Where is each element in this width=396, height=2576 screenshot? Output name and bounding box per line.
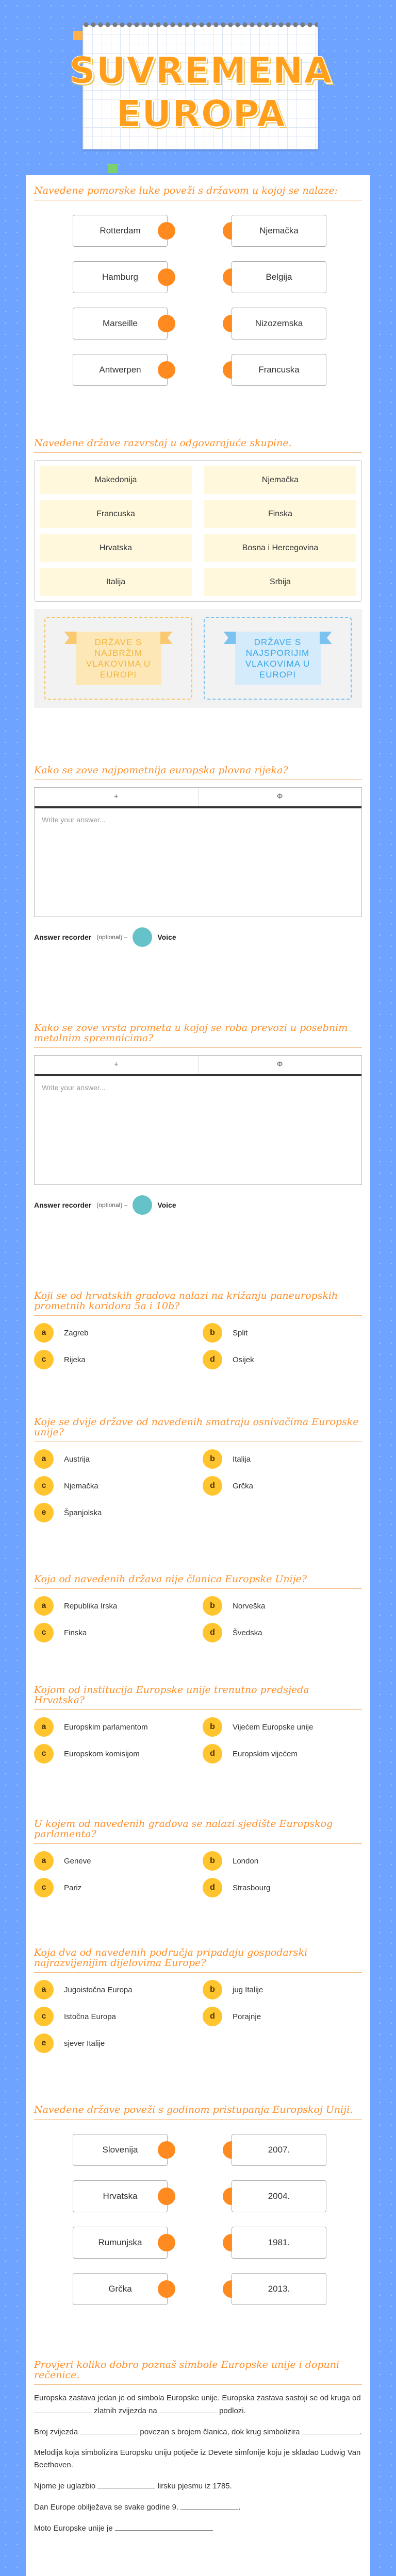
option-letter: d xyxy=(203,1476,222,1496)
orange-tape-icon xyxy=(73,31,82,40)
option-letter: e xyxy=(34,1503,54,1522)
question-title: Navedene pomorske luke poveži s državom u kojoj se nalaze: xyxy=(34,185,362,200)
draggable-chip[interactable]: Hrvatska xyxy=(40,534,192,562)
voice-label[interactable]: Voice xyxy=(157,933,176,941)
match-right-item[interactable]: Nizozemska xyxy=(232,308,326,340)
mc-question-developed-regions xyxy=(34,1947,362,2053)
draggable-chip[interactable]: Finska xyxy=(204,500,356,528)
question-title: U kojem od navedenih gradova se nalazi sjedište Europskog parlamenta? xyxy=(34,1819,362,1844)
answer-option[interactable] xyxy=(203,2007,362,2026)
match-right-item[interactable]: 1981. xyxy=(232,2227,326,2259)
option-letter: a xyxy=(34,1323,54,1343)
option-text: Zagreb xyxy=(64,1328,89,1337)
option-text: Italija xyxy=(233,1454,251,1464)
option-text: Europskim parlamentom xyxy=(64,1722,148,1732)
match-right-item[interactable]: 2013. xyxy=(232,2273,326,2305)
connector-dot[interactable] xyxy=(158,361,175,379)
blank-input[interactable] xyxy=(80,2426,138,2434)
match-right-item[interactable]: Njemačka xyxy=(232,215,326,247)
option-text: Split xyxy=(233,1328,248,1337)
answer-option[interactable] xyxy=(203,1623,362,1642)
option-text: Europskom komisijom xyxy=(64,1749,140,1758)
open-question-river xyxy=(34,765,362,947)
open-question-container xyxy=(34,1023,362,1215)
option-letter: d xyxy=(203,1623,222,1642)
option-letter: a xyxy=(34,1717,54,1737)
match-row xyxy=(34,2173,362,2219)
answer-option[interactable] xyxy=(203,1449,362,1469)
connector-dot[interactable] xyxy=(158,315,175,332)
connector-dot[interactable] xyxy=(158,2234,175,2251)
answer-option[interactable] xyxy=(34,1980,193,1999)
option-text: jug Italije xyxy=(233,1985,263,1994)
grouping-question xyxy=(34,438,362,708)
question-title: Koja dva od navedenih područja pripadaju gospodarski najrazvijenijim dijelovima Europe? xyxy=(34,1947,362,1973)
connector-dot[interactable] xyxy=(158,2141,175,2159)
group-label: DRŽAVE S NAJBRŽIM VLAKOVIMA U EUROPI xyxy=(76,632,161,685)
mc-question-presidency xyxy=(34,1685,362,1764)
match-row xyxy=(34,208,362,254)
match-left-item[interactable]: Hamburg xyxy=(73,261,168,293)
answer-option[interactable] xyxy=(203,1323,362,1343)
match-row xyxy=(34,2219,362,2266)
option-text: Europskim vijećem xyxy=(233,1749,298,1758)
answer-option[interactable] xyxy=(34,1449,193,1469)
option-text: Jugoistočna Europa xyxy=(64,1985,133,1994)
recorder-optional: (optional) – xyxy=(96,934,128,941)
option-text: Španjolska xyxy=(64,1508,102,1517)
answer-option[interactable] xyxy=(203,1717,362,1737)
answer-option[interactable] xyxy=(34,1851,193,1871)
option-letter: b xyxy=(203,1596,222,1616)
microphone-icon[interactable] xyxy=(133,1195,152,1215)
sentence xyxy=(34,2480,362,2493)
match-left-item[interactable]: Hrvatska xyxy=(73,2180,168,2212)
match-left-item[interactable]: Rumunjska xyxy=(73,2227,168,2259)
option-text: Pariz xyxy=(64,1883,82,1892)
answer-option[interactable] xyxy=(203,1744,362,1764)
question-title: Provjeri koliko dobro poznaš simbole Europske unije i dopuni rečenice. xyxy=(34,2360,362,2385)
recorder-label: Answer recorder xyxy=(34,1201,92,1209)
sentence-text: . xyxy=(359,2428,362,2436)
matching-accession xyxy=(34,2105,362,2312)
option-letter: c xyxy=(34,1476,54,1496)
option-letter: c xyxy=(34,1878,54,1897)
option-letter: b xyxy=(203,1717,222,1737)
group-label: DRŽAVE S NAJSPORIJIM VLAKOVIMA U EUROPI xyxy=(235,632,321,685)
answer-option[interactable] xyxy=(34,1323,193,1343)
answer-option[interactable] xyxy=(203,1851,362,1871)
question-title: Kako se zove najpometnija europska plovna rijeka? xyxy=(34,765,362,780)
question-title: Navedene države razvrstaj u odgovarajuće skupine. xyxy=(34,438,362,453)
answer-option[interactable] xyxy=(34,1717,193,1737)
answer-option[interactable] xyxy=(34,1744,193,1764)
answer-box xyxy=(34,1055,362,1185)
add-button[interactable]: + xyxy=(114,1060,119,1068)
voice-label[interactable]: Voice xyxy=(157,1201,176,1209)
option-letter: d xyxy=(203,1744,222,1764)
blank-input[interactable] xyxy=(34,2404,92,2413)
sentence-text: Njome je uglazbio xyxy=(34,2482,96,2490)
match-right-item[interactable]: Belgija xyxy=(232,261,326,293)
sentence-text: Europska zastava jedan je od simbola Europske unije. Europska zastava sastoji se od kruga od xyxy=(34,2394,361,2402)
question-title: Koja od navedenih država nije članica Europske Unije? xyxy=(34,1574,362,1589)
drop-targets xyxy=(34,609,362,708)
sentence xyxy=(34,2426,362,2438)
option-text: Norveška xyxy=(233,1601,266,1611)
drop-zone-fastest[interactable] xyxy=(44,617,192,700)
option-letter: d xyxy=(203,1878,222,1897)
sentence-text: Moto Europske unije je xyxy=(34,2524,113,2533)
spiral-binding xyxy=(83,19,318,30)
connector-dot[interactable] xyxy=(158,2188,175,2205)
match-right-item[interactable]: Francuska xyxy=(232,354,326,386)
sentence xyxy=(34,2501,362,2514)
answer-textarea[interactable]: Write your answer... xyxy=(42,1083,106,1092)
draggable-chip[interactable]: Francuska xyxy=(40,500,192,528)
sentence-text: lirsku pjesmu iz 1785. xyxy=(157,2482,232,2490)
option-text: Rijeka xyxy=(64,1355,86,1364)
answer-option[interactable] xyxy=(34,2007,193,2026)
sentence xyxy=(34,2392,362,2417)
option-text: sjever Italije xyxy=(64,2039,105,2048)
green-tape-icon xyxy=(108,164,118,173)
option-letter: c xyxy=(34,1350,54,1369)
blank-input[interactable] xyxy=(115,2522,213,2531)
option-letter: d xyxy=(203,2007,222,2026)
add-button[interactable]: + xyxy=(114,792,119,800)
option-letter: b xyxy=(203,1323,222,1343)
match-right-item[interactable]: 2007. xyxy=(232,2134,326,2166)
option-letter: c xyxy=(34,2007,54,2026)
answer-option[interactable] xyxy=(34,1596,193,1616)
option-text: Strasbourg xyxy=(233,1883,271,1892)
option-text: Švedska xyxy=(233,1628,262,1637)
connector-dot[interactable] xyxy=(158,2280,175,2298)
fill-in-symbols xyxy=(34,2360,362,2543)
mc-question-parliament xyxy=(34,1819,362,1897)
answer-textarea[interactable]: Write your answer... xyxy=(42,816,106,824)
option-text: Grčka xyxy=(233,1481,254,1490)
match-left-item[interactable]: Grčka xyxy=(73,2273,168,2305)
match-right-item[interactable]: 2004. xyxy=(232,2180,326,2212)
microphone-icon[interactable] xyxy=(133,927,152,947)
recorder-optional: (optional) – xyxy=(96,1201,128,1209)
sentence xyxy=(34,2447,362,2471)
option-letter: a xyxy=(34,1851,54,1871)
answer-recorder xyxy=(34,1195,362,1215)
option-text: Republika Irska xyxy=(64,1601,118,1611)
option-text: Geneve xyxy=(64,1856,91,1866)
answer-option[interactable] xyxy=(34,1476,193,1496)
option-text: Porajnje xyxy=(233,2012,261,2021)
draggable-chip[interactable]: Makedonija xyxy=(40,466,192,494)
answer-option[interactable] xyxy=(203,1980,362,1999)
answer-toolbar xyxy=(35,788,361,808)
option-letter: b xyxy=(203,1449,222,1469)
answer-option[interactable] xyxy=(203,1476,362,1496)
option-letter: a xyxy=(34,1449,54,1469)
option-text: Istočna Europa xyxy=(64,2012,116,2021)
draggable-chip[interactable]: Srbija xyxy=(204,568,356,596)
sentence-text: zlatnih zvijezda na xyxy=(94,2406,157,2415)
answer-option[interactable] xyxy=(34,1623,193,1642)
option-text: Njemačka xyxy=(64,1481,98,1490)
option-letter: b xyxy=(203,1851,222,1871)
option-letter: c xyxy=(34,1623,54,1642)
blank-input[interactable] xyxy=(180,2501,241,2512)
chip-pool xyxy=(34,460,362,602)
match-row xyxy=(34,2127,362,2173)
option-text: Finska xyxy=(64,1628,87,1637)
draggable-chip[interactable]: Njemačka xyxy=(204,466,356,494)
sentence xyxy=(34,2522,362,2535)
formula-button[interactable]: Φ xyxy=(198,788,362,806)
mc-question-founders xyxy=(34,1417,362,1522)
match-row xyxy=(34,300,362,347)
drop-zone-slowest[interactable] xyxy=(204,617,352,700)
draggable-chip[interactable]: Italija xyxy=(40,568,192,596)
hero-header xyxy=(0,0,396,185)
match-left-item[interactable]: Antwerpen xyxy=(73,354,168,386)
option-text: Austrija xyxy=(64,1454,90,1464)
option-text: London xyxy=(233,1856,259,1866)
sentence-text: . xyxy=(238,2503,241,2512)
connector-dot[interactable] xyxy=(158,222,175,240)
answer-option[interactable] xyxy=(203,1350,362,1369)
page-title: SUVREMENA EUROPA xyxy=(69,49,333,135)
match-row xyxy=(34,347,362,393)
answer-option[interactable] xyxy=(34,1503,193,1522)
answer-option[interactable] xyxy=(34,1350,193,1369)
match-row xyxy=(34,254,362,300)
answer-option[interactable] xyxy=(203,1878,362,1897)
blank-input[interactable] xyxy=(302,2426,360,2434)
option-letter: a xyxy=(34,1980,54,1999)
blank-input[interactable] xyxy=(97,2480,155,2488)
match-left-item[interactable]: Marseille xyxy=(73,308,168,340)
question-title: Kojom od institucija Europske unije trenutno predsjeda Hrvatska? xyxy=(34,1685,362,1710)
answer-option[interactable] xyxy=(34,1878,193,1897)
match-left-item[interactable]: Slovenija xyxy=(73,2134,168,2166)
answer-option[interactable] xyxy=(203,1596,362,1616)
option-letter: a xyxy=(34,1596,54,1616)
mc-question-non-member xyxy=(34,1574,362,1642)
draggable-chip[interactable]: Bosna i Hercegovina xyxy=(204,534,356,562)
option-text: Osijek xyxy=(233,1355,254,1364)
sentence-text: povezan s brojem članica, dok krug simbolizira xyxy=(140,2428,300,2436)
question-title: Koje se dvije države od navedenih smatraju osnivačima Europske unije? xyxy=(34,1417,362,1442)
worksheet xyxy=(26,175,370,2576)
option-text: Vijećem Europske unije xyxy=(233,1722,314,1732)
answer-option[interactable] xyxy=(34,2033,193,2053)
sentence-text: podlozi. xyxy=(219,2406,246,2415)
sentence-text: Melodija koja simbolizira Europsku uniju potječe iz Devete simfonije koju je skladao Ludwig Van Beethoven. xyxy=(34,2448,361,2469)
option-letter: d xyxy=(203,1350,222,1369)
sentence-text: Broj zvijezda xyxy=(34,2428,78,2436)
blank-input[interactable] xyxy=(159,2404,217,2413)
option-letter: c xyxy=(34,1744,54,1764)
option-letter: e xyxy=(34,2033,54,2053)
recorder-label: Answer recorder xyxy=(34,933,92,941)
formula-button[interactable]: Φ xyxy=(198,1056,362,1074)
question-title: Kako se zove vrsta prometa u kojoj se roba prevozi u posebnim metalnim spremnicima? xyxy=(34,1023,362,1048)
mc-question-corridors xyxy=(34,1291,362,1369)
match-left-item[interactable]: Rotterdam xyxy=(73,215,168,247)
sentence-text: Dan Europe obilježava se svake godine 9. xyxy=(34,2503,179,2512)
match-row xyxy=(34,2266,362,2312)
connector-dot[interactable] xyxy=(158,268,175,286)
answer-recorder xyxy=(34,927,362,947)
question-title: Navedene države poveži s godinom pristupanja Europskoj Uniji. xyxy=(34,2105,362,2120)
matching-ports xyxy=(34,185,362,393)
question-title: Koji se od hrvatskih gradova nalazi na križanju paneuropskih prometnih koridora 5a i 10b? xyxy=(34,1291,362,1316)
answer-toolbar xyxy=(35,1056,361,1076)
answer-box xyxy=(34,787,362,917)
option-letter: b xyxy=(203,1980,222,1999)
